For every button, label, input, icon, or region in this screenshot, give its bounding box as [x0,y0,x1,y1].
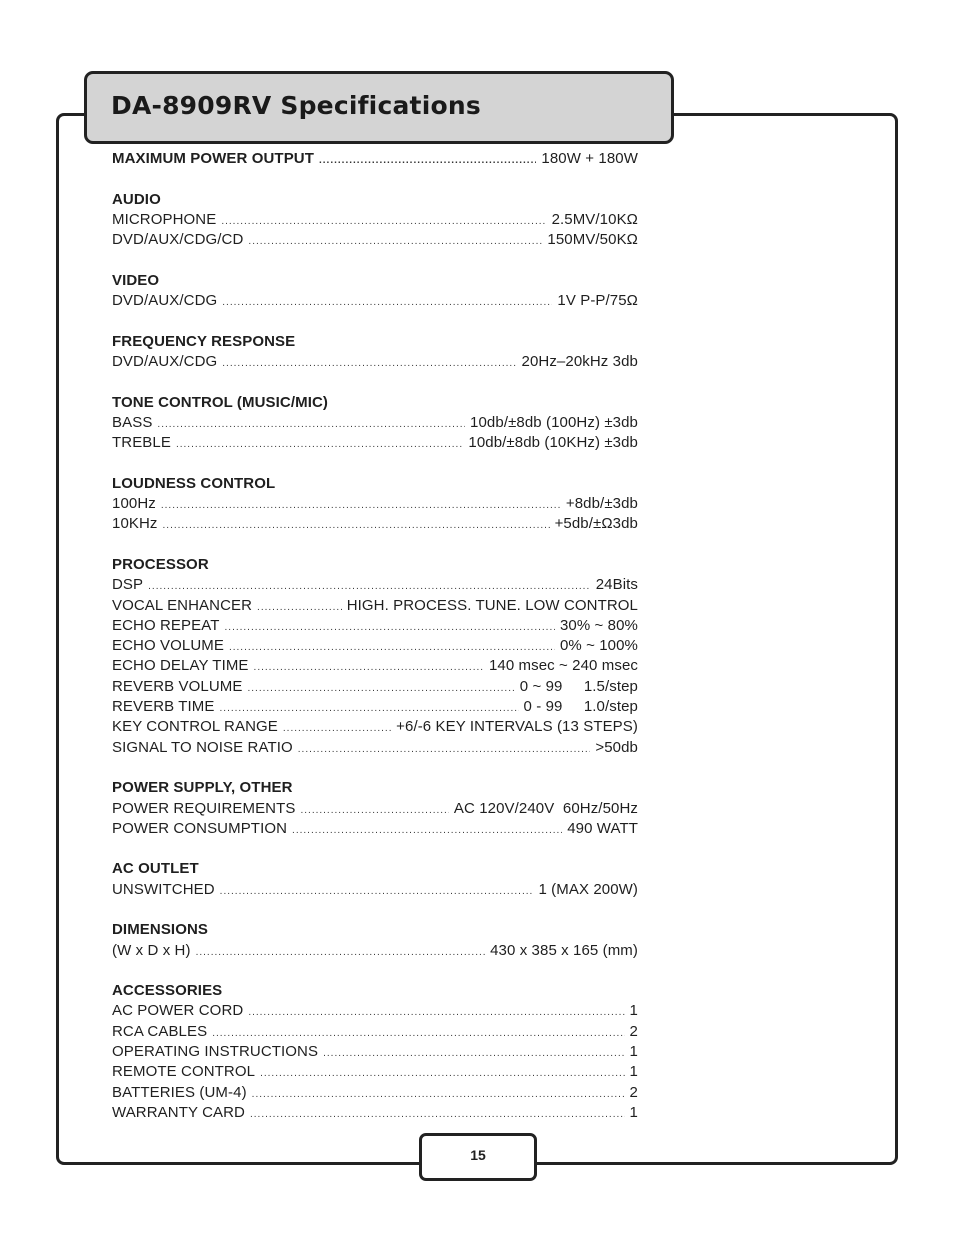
dot-leader [148,577,591,597]
spec-value: 1 [629,1063,638,1081]
spec-sections [112,190,638,1124]
spec-label: UNSWITCHED [112,880,215,898]
spec-row [112,738,638,758]
spec-label: AC POWER CORD [112,1002,244,1020]
spec-label: WARRANTY CARD [112,1103,245,1121]
spec-label: DSP [112,576,144,594]
spec-label: ECHO DELAY TIME [112,657,249,675]
spec-row [112,210,638,230]
spec-label: BATTERIES (UM-4) [112,1083,247,1101]
dot-leader [248,232,542,252]
spec-row [112,352,638,372]
spec-row [112,291,638,311]
spec-value: 2 [629,1022,638,1040]
spec-row [112,230,638,250]
dot-leader [225,618,555,638]
page-number-box [419,1133,537,1181]
spec-section [112,332,638,373]
dot-leader [248,679,515,699]
spec-value: 24Bits [595,576,638,594]
spec-row [112,433,638,453]
spec-label: REVERB VOLUME [112,677,243,695]
spec-value: +5db/±Ω3db [554,515,638,533]
section-title: AC OUTLET [112,860,199,878]
spec-value: 1V P-P/75Ω [557,292,638,310]
spec-label: ECHO REPEAT [112,616,220,634]
spec-value: 1 [629,1103,638,1121]
spec-row [112,596,638,616]
spec-row [112,697,638,717]
spec-label: RCA CABLES [112,1022,208,1040]
spec-row [112,717,638,737]
spec-value: HIGH. PROCESS. TUNE. LOW CONTROL [346,596,638,614]
spec-row [112,941,638,961]
spec-label: SIGNAL TO NOISE RATIO [112,738,293,756]
spec-section [112,778,638,839]
dot-leader [157,415,465,435]
dot-leader [252,1085,625,1105]
spec-label: MAXIMUM POWER OUTPUT [112,150,314,167]
spec-row [112,616,638,636]
section-title: AUDIO [112,190,161,208]
section-title: LOUDNESS CONTROL [112,474,276,492]
dot-leader [220,699,519,719]
spec-label: 100Hz [112,495,156,513]
spec-label: TREBLE [112,434,171,452]
spec-value: 2 [629,1083,638,1101]
spec-row [112,514,638,534]
spec-label: (W x D x H) [112,941,191,959]
spec-label: DVD/AUX/CDG [112,352,218,370]
dot-leader [283,719,391,739]
dot-leader [257,598,342,618]
spec-value: 20Hz–20kHz 3db [521,352,638,370]
dot-leader [319,151,536,171]
dot-leader [250,1105,625,1125]
spec-row [112,819,638,839]
spec-section [112,190,638,251]
dot-leader [212,1024,624,1044]
dot-leader [176,435,463,455]
dot-leader [292,821,562,841]
spec-label: OPERATING INSTRUCTIONS [112,1043,319,1061]
spec-row [112,656,638,676]
spec-row [112,1083,638,1103]
dot-leader [248,1003,624,1023]
spec-section [112,393,638,454]
dot-leader [222,354,516,374]
section-title: TONE CONTROL (MUSIC/MIC) [112,393,329,411]
spec-value: 180W + 180W [541,150,638,167]
section-title: DIMENSIONS [112,921,209,939]
section-title: FREQUENCY RESPONSE [112,332,296,350]
spec-row [112,1042,638,1062]
section-title: PROCESSOR [112,555,209,573]
section-title: ACCESSORIES [112,982,223,1000]
spec-row [112,494,638,514]
spec-label: ECHO VOLUME [112,637,224,655]
spec-value: 490 WATT [567,819,638,837]
spec-value: 1 [629,1002,638,1020]
spec-label: 10KHz [112,515,158,533]
spec-value: 10db/±8db (10KHz) ±3db [468,434,638,452]
spec-label: BASS [112,413,153,431]
spec-value: 140 msec ~ 240 msec [488,657,638,675]
spec-value: 0% ~ 100% [559,637,638,655]
spec-row [112,799,638,819]
spec-value: +6/-6 KEY INTERVALS (13 STEPS) [396,718,638,736]
max-power-row [112,149,638,169]
spec-row [112,880,638,900]
dot-leader [163,516,550,536]
spec-value: >50db [595,738,638,756]
spec-label: POWER REQUIREMENTS [112,799,296,817]
spec-section [112,920,638,961]
spec-value: 2.5MV/10KΩ [551,210,638,228]
dot-leader [221,212,546,232]
spec-value: 0 - 99 1.0/step [523,698,638,716]
spec-label: REMOTE CONTROL [112,1063,256,1081]
spec-section [112,981,638,1123]
dot-leader [300,801,448,821]
page-number: 15 [470,1147,486,1163]
spec-value: +8db/±3db [565,495,638,513]
dot-leader [220,882,534,902]
spec-section [112,555,638,758]
dot-leader [298,740,591,760]
spec-row [112,1022,638,1042]
spec-value: 10db/±8db (100Hz) ±3db [470,413,638,431]
spec-value: 1 (MAX 200W) [538,880,638,898]
page-title: DA-8909RV Specifications [111,91,481,120]
spec-label: KEY CONTROL RANGE [112,718,278,736]
spec-label: MICROPHONE [112,210,217,228]
dot-leader [161,496,561,516]
spec-row [112,1001,638,1021]
spec-row [112,1103,638,1123]
dot-leader [196,943,486,963]
spec-value: 1 [629,1043,638,1061]
spec-row [112,575,638,595]
spec-row [112,677,638,697]
dot-leader [254,658,484,678]
dot-leader [260,1064,624,1084]
spec-label: VOCAL ENHANCER [112,596,253,614]
dot-leader [323,1044,624,1064]
spec-value: 0 ~ 99 1.5/step [519,677,638,695]
section-title: POWER SUPPLY, OTHER [112,779,293,797]
spec-section [112,859,638,900]
specifications-list [112,149,638,1123]
spec-row [112,413,638,433]
spec-label: DVD/AUX/CDG [112,292,218,310]
spec-label: REVERB TIME [112,698,215,716]
section-title: VIDEO [112,271,160,289]
spec-label: DVD/AUX/CDG/CD [112,231,244,249]
spec-section [112,271,638,312]
spec-row [112,636,638,656]
dot-leader [222,293,552,313]
spec-section [112,474,638,535]
spec-value: 30% ~ 80% [559,616,638,634]
spec-label: POWER CONSUMPTION [112,819,288,837]
spec-row [112,1062,638,1082]
spec-value: 430 x 385 x 165 (mm) [490,941,638,959]
dot-leader [229,638,555,658]
spec-value: AC 120V/240V 60Hz/50Hz [453,799,638,817]
spec-value: 150MV/50KΩ [547,231,638,249]
